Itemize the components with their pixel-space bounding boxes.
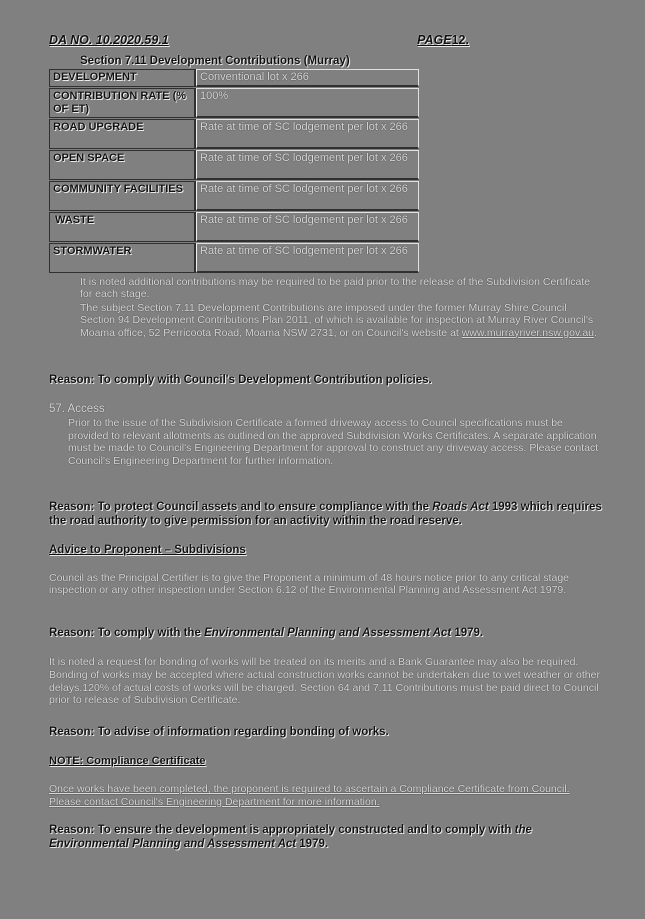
act-name: the Environmental Planning and Assessment Act — [49, 824, 532, 850]
note-reason — [49, 823, 604, 851]
reason-text: Reason: To ensure the development is appropriately constructed and to comply with — [49, 824, 515, 836]
table-row — [49, 181, 419, 211]
table-row — [49, 150, 419, 180]
contributions-table — [49, 68, 419, 274]
row-value: Rate at time of SC lodgement per lot x 266 — [196, 212, 419, 242]
table-row — [49, 243, 419, 273]
reason-text-end: 1979. — [451, 627, 484, 639]
table-row — [49, 212, 419, 242]
row-label: STORMWATER — [49, 243, 196, 273]
row-label: ROAD UPGRADE — [49, 119, 196, 149]
reason-text: Reason: To comply with the — [49, 627, 205, 639]
contributions-note-1: It is noted additional contributions may be required to be paid prior to the release of the Subdivision Certificate for each stage. — [80, 276, 591, 301]
advice-paragraph-2: It is noted a request for bonding of works will be treated on its merits and a Bank Guarantee may also be required. Bonding of works may be accepted where actual construction works cannot be undertaken due to wet weather or other delays.120% of actual costs of works will be charged. Section 64 and 7.11 Contributions must be paid direct to Council prior to release of Subdivision Certificate. — [49, 656, 600, 707]
note-body: Once works have been completed, the proponent is required to ascertain a Compliance Certificate from Council. Please contact Council's Engineering Department for more information. — [49, 783, 570, 808]
row-value: 100% — [196, 88, 419, 118]
row-label: CONTRIBUTION RATE (% OF ET) — [49, 88, 196, 118]
reason-text: Reason: To protect Council assets and to ensure compliance with the — [49, 501, 433, 513]
page-number: 12. — [451, 33, 469, 47]
note-heading: NOTE: Compliance Certificate — [49, 755, 206, 767]
advice-paragraph-1: Council as the Principal Certifier is to give the Proponent a minimum of 48 hours notice prior to any critical stage inspection or any other inspection under Section 6.12 of the Environmental Planning and Assessment Act 1979. — [49, 572, 569, 597]
table-row — [49, 69, 419, 87]
row-label: OPEN SPACE — [49, 150, 196, 180]
contributions-title: Section 7.11 Development Contributions (Murray) — [80, 55, 350, 67]
contributions-reason: Reason: To comply with Council's Development Contribution policies. — [49, 374, 432, 386]
page-label: PAGE — [417, 33, 452, 47]
reason-text-end: 1979. — [296, 838, 329, 850]
row-value: Rate at time of SC lodgement per lot x 266 — [196, 181, 419, 211]
row-value: Rate at time of SC lodgement per lot x 266 — [196, 243, 419, 273]
advice-reason-2: Reason: To advise of information regarding bonding of works. — [49, 726, 389, 738]
advice-reason-1 — [49, 626, 604, 640]
condition-57-title: 57. Access — [49, 403, 105, 415]
reason-text-end: 1993 which requires the road authority to give permission for an activity within the road reserve. — [49, 501, 602, 527]
row-value: Conventional lot x 266 — [196, 69, 419, 87]
row-value: Rate at time of SC lodgement per lot x 266 — [196, 119, 419, 149]
condition-57-body: Prior to the issue of the Subdivision Certificate a formed driveway access to Council specifications must be provided to relevant allotments as outlined on the approved Subdivision Works Certificates. A separate application must be made to Council's Engineering Department for approval to construct any driveway access. Please contact Council's Engineering Department for further information. — [68, 417, 599, 467]
act-name: Roads Act — [432, 501, 489, 513]
row-label: WASTE — [49, 212, 196, 242]
contributions-note-2 — [80, 302, 600, 339]
page-indicator — [417, 33, 469, 47]
advice-heading: Advice to Proponent – Subdivisions — [49, 544, 246, 556]
council-website-link[interactable]: www.murrayriver.nsw.gov.au — [461, 326, 595, 339]
row-label: COMMUNITY FACILITIES — [49, 181, 196, 211]
note-end: . — [594, 326, 597, 339]
table-row — [49, 119, 419, 149]
row-value: Rate at time of SC lodgement per lot x 266 — [196, 150, 419, 180]
note-text: The subject Section 7.11 Development Contributions are imposed under the former Murray Shire Council Section 94 Development Contributions Plan 2011, of which is available for inspection at Murray River Council's Moama office, 52 Perricoota Road, Moama NSW 2731, or on Council's website at — [80, 302, 594, 339]
da-number: DA NO. 10.2020.59.1 — [49, 33, 169, 47]
act-name: Environmental Planning and Assessment Act — [204, 627, 452, 639]
page-header — [49, 33, 469, 47]
table-row — [49, 88, 419, 118]
row-label: DEVELOPMENT — [49, 69, 196, 87]
condition-57-reason — [49, 500, 604, 528]
